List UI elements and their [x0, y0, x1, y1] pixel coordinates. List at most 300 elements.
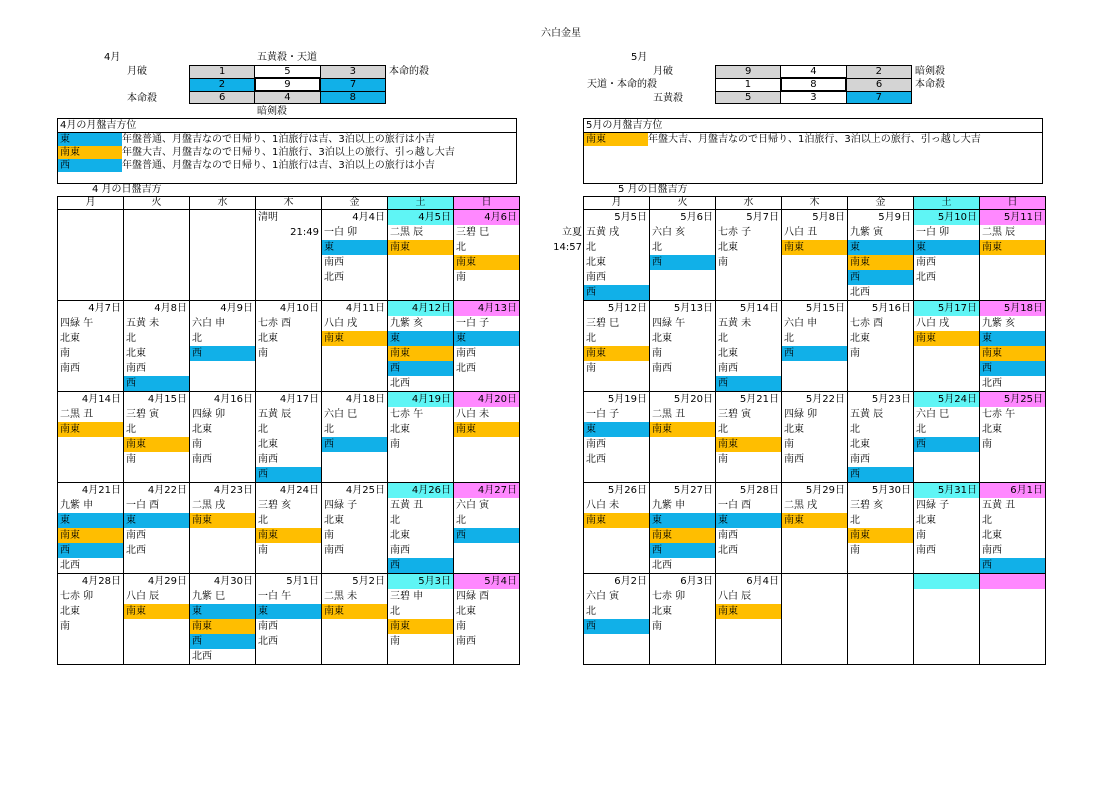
day-date — [124, 210, 189, 225]
weekday-header: 月 — [584, 197, 650, 210]
day-cell — [190, 210, 256, 301]
direction-entry: 南西 — [850, 454, 870, 465]
direction-entry: 東 — [454, 331, 519, 346]
day-star: 六白 巳 — [916, 409, 950, 420]
day-cell — [322, 483, 388, 574]
direction-entry: 北東 — [718, 242, 738, 253]
day-star: 八白 未 — [586, 500, 620, 511]
day-star: 九紫 亥 — [390, 318, 424, 329]
april-row-label-1: 月破 — [127, 66, 147, 77]
day-star: 一白 酉 — [126, 500, 160, 511]
day-star: 二黒 戌 — [784, 500, 818, 511]
direction-entry: 南西 — [652, 363, 672, 374]
direction-entry: 東 — [650, 513, 715, 528]
day-date: 4月14日 — [81, 394, 121, 405]
direction-entry: 南東 — [716, 437, 781, 452]
direction-entry: 南 — [652, 621, 662, 632]
day-cell — [980, 483, 1046, 574]
direction-entry: 南東 — [388, 619, 453, 634]
day-cell — [58, 574, 124, 665]
day-date: 5月21日 — [739, 394, 779, 405]
direction-entry: 南西 — [456, 348, 476, 359]
day-star: 五黄 辰 — [850, 409, 884, 420]
direction-entry: 北西 — [192, 651, 212, 662]
day-date: 5月19日 — [607, 394, 647, 405]
direction-entry: 北西 — [850, 287, 870, 298]
day-date: 5月4日 — [454, 574, 519, 589]
day-star: 二黒 未 — [324, 591, 358, 602]
direction-entry: 南西 — [916, 545, 936, 556]
april-month-heading: 4月の月盤吉方位 — [58, 119, 516, 133]
day-star: 二黒 丑 — [652, 409, 686, 420]
day-cell — [716, 574, 782, 665]
day-cell — [650, 392, 716, 483]
day-star: 五黄 戌 — [586, 227, 620, 238]
day-cell — [454, 574, 520, 665]
day-cell — [782, 483, 848, 574]
april-bottom-label: 暗剣殺 — [257, 106, 287, 117]
direction-entry: 南 — [718, 257, 728, 268]
day-date: 4月10日 — [279, 303, 319, 314]
day-date — [58, 210, 123, 225]
direction-entry: 東 — [980, 331, 1045, 346]
day-date: 5月17日 — [914, 301, 979, 316]
day-star: 四緑 午 — [60, 318, 94, 329]
day-star: 四緑 卯 — [784, 409, 818, 420]
direction-text: 年盤大吉、月盤吉なので日帰り、1泊旅行、3泊以上の旅行、引っ越し大吉 — [122, 147, 455, 158]
direction-entry: 南東 — [388, 346, 453, 361]
direction-entry: 南 — [258, 348, 268, 359]
day-cell — [190, 574, 256, 665]
day-star: 四緑 子 — [916, 500, 950, 511]
day-star: 三碧 寅 — [718, 409, 752, 420]
direction-entry: 南 — [916, 530, 926, 541]
day-cell — [650, 483, 716, 574]
day-cell — [58, 210, 124, 301]
day-date: 6月3日 — [680, 576, 713, 587]
day-cell — [650, 210, 716, 301]
may-row-label-3: 五黄殺 — [653, 93, 683, 104]
day-date: 4月12日 — [388, 301, 453, 316]
day-date: 4月23日 — [213, 485, 253, 496]
day-cell — [914, 574, 980, 665]
direction-text: 年盤普通、月盤吉なので日帰り、1泊旅行は吉、3泊以上の旅行は小吉 — [122, 134, 435, 145]
direction-entry: 南東 — [124, 437, 189, 452]
grid-cell: 5 — [716, 91, 781, 104]
direction-entry: 東 — [388, 331, 453, 346]
day-cell — [584, 210, 650, 301]
day-date: 4月27日 — [454, 483, 519, 498]
direction-entry: 西 — [980, 558, 1045, 573]
direction-entry: 南東 — [782, 513, 847, 528]
direction-entry: 南 — [258, 545, 268, 556]
day-cell — [454, 483, 520, 574]
weekday-header: 火 — [650, 197, 716, 210]
direction-entry: 南西 — [60, 363, 80, 374]
day-star: 二黒 辰 — [390, 227, 424, 238]
day-star: 六白 巳 — [324, 409, 358, 420]
grid-cell: 4 — [255, 91, 320, 104]
direction-entry: 北 — [456, 515, 466, 526]
weekday-header: 水 — [190, 197, 256, 210]
day-cell — [256, 392, 322, 483]
weekday-header: 木 — [782, 197, 848, 210]
grid-cell: 1 — [190, 66, 255, 79]
may-solar-term-time: 14:57 — [553, 242, 582, 253]
day-date: 4月29日 — [147, 576, 187, 587]
day-star: 一白 卯 — [916, 227, 950, 238]
direction-entry: 西 — [650, 543, 715, 558]
grid-cell: 2 — [190, 78, 255, 91]
direction-entry: 東 — [716, 513, 781, 528]
direction-entry: 南 — [390, 439, 400, 450]
direction-entry: 南東 — [980, 346, 1045, 361]
direction-row — [58, 159, 516, 172]
day-cell — [980, 574, 1046, 665]
day-date: 4月13日 — [454, 301, 519, 316]
day-date: 4月25日 — [345, 485, 385, 496]
day-date: 4月9日 — [220, 303, 253, 314]
day-star: 七赤 卯 — [60, 591, 94, 602]
direction-entry: 西 — [58, 543, 123, 558]
direction-entry: 西 — [322, 437, 387, 452]
direction-tag: 東 — [58, 133, 122, 146]
day-date: 5月22日 — [805, 394, 845, 405]
day-star: 七赤 卯 — [652, 591, 686, 602]
direction-entry: 西 — [848, 467, 913, 482]
direction-entry: 南 — [60, 348, 70, 359]
weekday-header: 金 — [322, 197, 388, 210]
direction-text: 年盤普通、月盤吉なので日帰り、1泊旅行は吉、3泊以上の旅行は小吉 — [122, 160, 435, 171]
day-cell — [716, 210, 782, 301]
direction-entry: 北 — [586, 333, 596, 344]
day-date: 5月30日 — [871, 485, 911, 496]
day-star: 八白 辰 — [126, 591, 160, 602]
day-date: 6月1日 — [980, 483, 1045, 498]
day-date: 5月25日 — [980, 392, 1045, 407]
day-star: 八白 丑 — [784, 227, 818, 238]
day-star: 六白 寅 — [586, 591, 620, 602]
day-cell — [980, 210, 1046, 301]
direction-entry: 北東 — [324, 515, 344, 526]
direction-entry: 北西 — [718, 545, 738, 556]
day-date: 5月23日 — [871, 394, 911, 405]
day-date: 4月16日 — [213, 394, 253, 405]
page-title: 六白金星 — [541, 28, 581, 39]
day-date: 5月15日 — [805, 303, 845, 314]
day-date: 5月12日 — [607, 303, 647, 314]
direction-entry: 北西 — [982, 378, 1002, 389]
direction-entry: 南西 — [718, 530, 738, 541]
direction-entry: 西 — [980, 361, 1045, 376]
day-star: 三碧 寅 — [126, 409, 160, 420]
day-date: 5月16日 — [871, 303, 911, 314]
direction-entry: 南東 — [848, 528, 913, 543]
day-cell — [584, 392, 650, 483]
day-cell — [584, 483, 650, 574]
direction-entry: 北西 — [60, 560, 80, 571]
day-star: 七赤 酉 — [258, 318, 292, 329]
day-star: 五黄 丑 — [982, 500, 1016, 511]
direction-tag: 西 — [58, 159, 122, 172]
direction-entry: 北西 — [126, 545, 146, 556]
april-row-label-3: 本命殺 — [127, 93, 157, 104]
day-star: 六白 寅 — [456, 500, 490, 511]
direction-entry: 南東 — [914, 331, 979, 346]
day-star: 九紫 申 — [60, 500, 94, 511]
april-right-label-1: 本命的殺 — [389, 66, 429, 77]
day-cell — [584, 301, 650, 392]
day-star: 二黒 丑 — [60, 409, 94, 420]
day-date: 5月26日 — [607, 485, 647, 496]
direction-entry: 東 — [914, 240, 979, 255]
grid-center-cell: 9 — [255, 78, 320, 91]
day-star: 九紫 亥 — [982, 318, 1016, 329]
day-cell — [782, 574, 848, 665]
day-date: 5月2日 — [352, 576, 385, 587]
day-star: 三碧 亥 — [258, 500, 292, 511]
day-star: 四緑 子 — [324, 500, 358, 511]
direction-entry: 北西 — [456, 363, 476, 374]
direction-entry: 南東 — [322, 604, 387, 619]
direction-entry: 南西 — [784, 454, 804, 465]
day-cell — [256, 301, 322, 392]
direction-entry: 南 — [850, 348, 860, 359]
april-month-directions-box — [57, 118, 517, 184]
direction-entry: 南西 — [324, 545, 344, 556]
direction-entry: 南西 — [324, 257, 344, 268]
direction-entry: 東 — [848, 240, 913, 255]
day-star: 五黄 未 — [718, 318, 752, 329]
weekday-header: 水 — [716, 197, 782, 210]
direction-entry: 南西 — [456, 636, 476, 647]
direction-entry: 南西 — [258, 454, 278, 465]
day-date: 5月10日 — [914, 210, 979, 225]
direction-entry: 東 — [58, 513, 123, 528]
day-date: 4月11日 — [345, 303, 385, 314]
day-date: 5月27日 — [673, 485, 713, 496]
day-cell — [388, 392, 454, 483]
april-ban-grid — [189, 65, 386, 104]
day-date: 5月8日 — [812, 212, 845, 223]
may-row-label-1: 月破 — [653, 66, 673, 77]
day-cell — [58, 301, 124, 392]
may-right-label-1: 暗剣殺 — [915, 66, 945, 77]
may-daily-calendar — [583, 196, 1046, 665]
day-star: 四緑 卯 — [192, 409, 226, 420]
direction-entry: 北 — [652, 242, 662, 253]
day-star: 七赤 子 — [718, 227, 752, 238]
direction-entry: 北 — [982, 515, 992, 526]
day-star: 四緑 酉 — [456, 591, 490, 602]
direction-entry: 北 — [850, 515, 860, 526]
direction-entry: 南東 — [454, 422, 519, 437]
day-star: 四緑 午 — [652, 318, 686, 329]
direction-entry: 南東 — [584, 346, 649, 361]
day-date: 4月19日 — [388, 392, 453, 407]
april-top-label: 五黄殺・天道 — [257, 52, 317, 63]
direction-entry: 北 — [718, 333, 728, 344]
direction-entry: 北 — [586, 242, 596, 253]
day-date: 4月4日 — [352, 212, 385, 223]
direction-entry: 北 — [456, 242, 466, 253]
day-star: 八白 戌 — [916, 318, 950, 329]
day-date: 4月30日 — [213, 576, 253, 587]
direction-entry: 北東 — [126, 348, 146, 359]
day-cell — [124, 392, 190, 483]
day-cell — [914, 483, 980, 574]
day-cell — [650, 301, 716, 392]
direction-entry: 西 — [388, 558, 453, 573]
direction-entry: 南東 — [848, 255, 913, 270]
direction-entry: 西 — [716, 376, 781, 391]
direction-entry: 西 — [848, 270, 913, 285]
solar-term-time: 21:49 — [290, 227, 319, 238]
direction-entry: 北東 — [192, 424, 212, 435]
direction-entry: 南 — [652, 348, 662, 359]
grid-cell: 9 — [716, 66, 781, 79]
direction-row — [58, 133, 516, 146]
weekday-header: 金 — [848, 197, 914, 210]
day-cell — [190, 301, 256, 392]
direction-entry: 南西 — [192, 454, 212, 465]
day-cell — [388, 574, 454, 665]
day-star: 七赤 午 — [982, 409, 1016, 420]
day-date: 清明 — [258, 212, 278, 223]
may-right-label-2: 本命殺 — [915, 79, 945, 90]
day-star: 七赤 午 — [390, 409, 424, 420]
day-star: 六白 亥 — [652, 227, 686, 238]
direction-entry: 北 — [258, 515, 268, 526]
direction-entry: 南 — [390, 636, 400, 647]
day-cell — [256, 483, 322, 574]
direction-entry: 南 — [456, 272, 466, 283]
day-date: 6月4日 — [746, 576, 779, 587]
direction-entry: 北東 — [652, 333, 672, 344]
day-date: 5月11日 — [980, 210, 1045, 225]
direction-entry: 北東 — [60, 606, 80, 617]
day-date: 4月21日 — [81, 485, 121, 496]
day-cell — [848, 483, 914, 574]
direction-entry: 南 — [60, 621, 70, 632]
day-star: 九紫 巳 — [192, 591, 226, 602]
direction-entry: 西 — [124, 376, 189, 391]
direction-entry: 北東 — [784, 424, 804, 435]
day-cell — [584, 574, 650, 665]
day-cell — [388, 483, 454, 574]
direction-entry: 北西 — [258, 636, 278, 647]
day-date: 4月7日 — [88, 303, 121, 314]
day-date: 5月1日 — [286, 576, 319, 587]
day-star: 六白 申 — [192, 318, 226, 329]
grid-cell: 6 — [846, 78, 911, 91]
day-cell — [716, 392, 782, 483]
day-cell — [322, 301, 388, 392]
grid-cell: 1 — [716, 78, 781, 91]
day-cell — [980, 301, 1046, 392]
day-cell — [322, 210, 388, 301]
direction-entry: 南東 — [124, 604, 189, 619]
day-star: 九紫 申 — [652, 500, 686, 511]
day-cell — [388, 301, 454, 392]
day-star: 七赤 酉 — [850, 318, 884, 329]
day-date: 5月28日 — [739, 485, 779, 496]
day-date: 4月17日 — [279, 394, 319, 405]
direction-row — [584, 133, 1042, 146]
direction-entry: 北 — [718, 424, 728, 435]
day-star: 九紫 寅 — [850, 227, 884, 238]
direction-entry: 東 — [190, 604, 255, 619]
may-row-label-2: 天道・本命的殺 — [587, 79, 657, 90]
day-date: 4月5日 — [388, 210, 453, 225]
direction-entry: 西 — [190, 346, 255, 361]
weekday-header: 日 — [454, 197, 520, 210]
direction-entry: 南東 — [980, 240, 1045, 255]
direction-entry: 南東 — [650, 422, 715, 437]
day-star: 一白 卯 — [324, 227, 358, 238]
direction-entry: 北東 — [982, 424, 1002, 435]
day-cell — [454, 210, 520, 301]
day-cell — [124, 301, 190, 392]
day-date: 4月6日 — [454, 210, 519, 225]
grid-cell: 7 — [320, 78, 385, 91]
direction-entry: 北東 — [60, 333, 80, 344]
direction-entry: 南 — [126, 454, 136, 465]
day-cell — [782, 301, 848, 392]
direction-entry: 南 — [192, 439, 202, 450]
day-cell — [190, 392, 256, 483]
day-cell — [58, 392, 124, 483]
direction-entry: 北東 — [850, 439, 870, 450]
direction-entry: 西 — [650, 255, 715, 270]
day-cell — [782, 392, 848, 483]
day-date: 5月14日 — [739, 303, 779, 314]
day-cell — [256, 574, 322, 665]
april-calendar-title: 4 月の日盤吉方 — [92, 184, 162, 195]
day-date — [914, 574, 979, 589]
direction-entry: 東 — [322, 240, 387, 255]
day-date: 6月2日 — [614, 576, 647, 587]
day-cell — [848, 301, 914, 392]
day-date: 5月6日 — [680, 212, 713, 223]
day-cell — [190, 483, 256, 574]
weekday-header: 土 — [388, 197, 454, 210]
direction-entry: 北 — [586, 606, 596, 617]
direction-entry: 南西 — [258, 621, 278, 632]
day-cell — [388, 210, 454, 301]
weekday-header: 火 — [124, 197, 190, 210]
day-date: 4月24日 — [279, 485, 319, 496]
direction-entry: 北西 — [390, 378, 410, 389]
weekday-header: 日 — [980, 197, 1046, 210]
day-star: 五黄 丑 — [390, 500, 424, 511]
direction-entry: 南西 — [586, 272, 606, 283]
weekday-header: 木 — [256, 197, 322, 210]
direction-entry: 東 — [124, 513, 189, 528]
direction-entry: 北西 — [916, 272, 936, 283]
direction-entry: 北 — [850, 424, 860, 435]
direction-entry: 南西 — [390, 545, 410, 556]
day-date: 4月8日 — [154, 303, 187, 314]
direction-tag: 南東 — [584, 133, 648, 146]
direction-entry: 南 — [718, 454, 728, 465]
day-date — [980, 574, 1045, 589]
day-date: 5月24日 — [914, 392, 979, 407]
day-star: 八白 辰 — [718, 591, 752, 602]
direction-entry: 南 — [784, 439, 794, 450]
day-star: 一白 子 — [456, 318, 490, 329]
direction-entry: 北東 — [982, 530, 1002, 541]
